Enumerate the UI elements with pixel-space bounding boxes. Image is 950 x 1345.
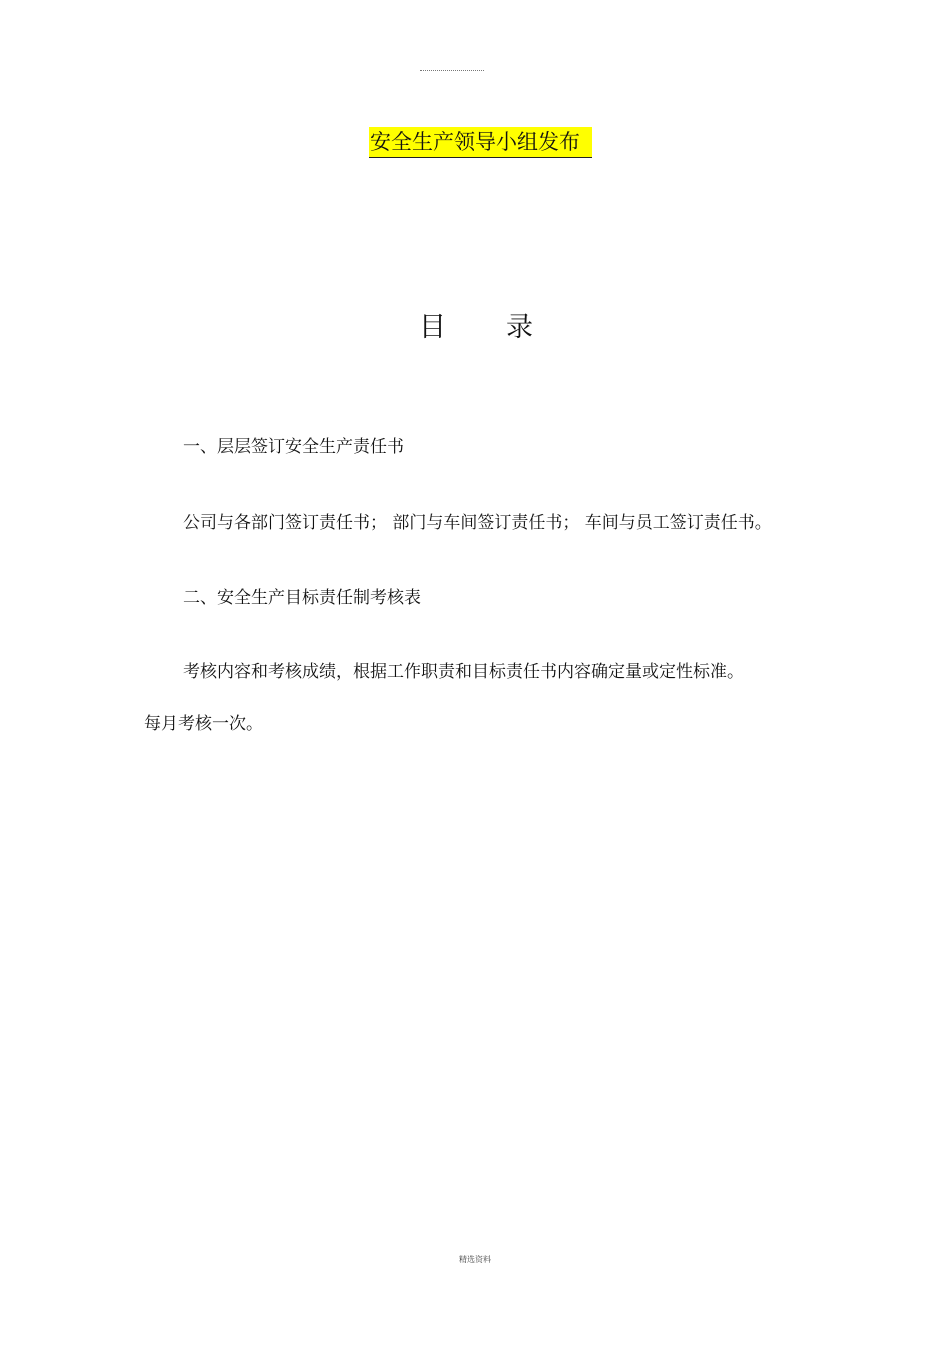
- section-1-title: 一、层层签订安全生产责任书: [183, 437, 404, 457]
- section-1-detail: 公司与各部门签订责任书； 部门与车间签订责任书； 车间与员工签订责任书。: [183, 513, 772, 533]
- header-dotted-rule: [420, 70, 484, 71]
- page-footer: 精选资料: [459, 1255, 491, 1264]
- toc-heading-char-2: 录: [506, 312, 533, 343]
- section-2-detail: 考核内容和考核成绩，根据工作职责和目标责任书内容确定量或定性标准。: [183, 662, 744, 682]
- section-2-detail-continuation: 每月考核一次。: [144, 714, 263, 734]
- section-2-title: 二、安全生产目标责任制考核表: [183, 588, 421, 608]
- toc-heading: [419, 308, 533, 348]
- publisher-banner: 安全生产领导小组发布: [369, 127, 592, 158]
- toc-heading-char-1: 目: [419, 312, 446, 343]
